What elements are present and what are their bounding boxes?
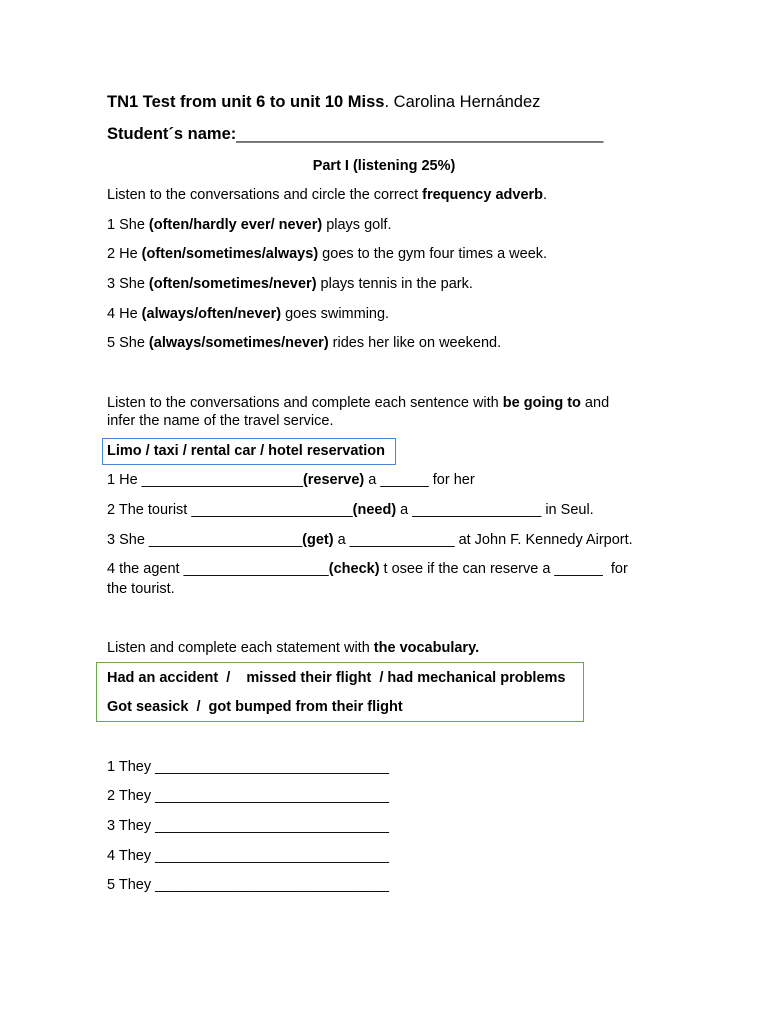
instruction-text: and [580, 395, 610, 411]
section-b-instruction [107, 395, 609, 411]
part-heading: Part I (listening 25%) [312, 158, 456, 174]
item-verb: (get) [302, 532, 334, 548]
item-options[interactable]: (often/sometimes/never) [148, 276, 317, 292]
going-to-item [107, 532, 633, 548]
item-text: goes to the gym four times a week. [318, 246, 548, 262]
statement-item[interactable]: 5 They _____________________________ [107, 877, 389, 893]
title-teacher: . Carolina Hernández [384, 93, 541, 111]
adverb-item [107, 306, 389, 322]
vocabulary-line: Had an accident / missed their flight / had mechanical problems [107, 670, 566, 686]
item-options[interactable]: (often/hardly ever/ never) [148, 217, 323, 233]
instruction-text: Listen to the conversations and complete each sentence with [107, 395, 503, 411]
item-options[interactable]: (always/often/never) [141, 306, 282, 322]
item-text: 1 She [107, 217, 149, 233]
instruction-text: Listen to the conversations and circle the correct [107, 187, 423, 203]
item-text[interactable]: a ________________ in Seul. [396, 502, 594, 518]
student-name-label: Student´s name: [107, 125, 237, 143]
going-to-item [107, 561, 628, 577]
item-text: plays tennis in the park. [316, 276, 473, 292]
vocabulary-line: Got seasick / got bumped from their flight [107, 699, 403, 715]
item-text[interactable]: t osee if the can reserve a ______ for [379, 561, 628, 577]
instruction-text: . [543, 187, 548, 203]
item-text[interactable]: a ______ for her [364, 472, 475, 488]
item-text: 5 She [107, 335, 149, 351]
section-c-instruction [107, 640, 479, 656]
going-to-item [107, 472, 475, 488]
item-text[interactable]: 4 the agent __________________ [107, 561, 329, 577]
item-text[interactable]: a _____________ at John F. Kennedy Airport. [333, 532, 633, 548]
adverb-item [107, 276, 473, 292]
item-options[interactable]: (always/sometimes/never) [148, 335, 329, 351]
instruction-bold: frequency adverb [422, 187, 544, 203]
item-text[interactable]: 2 The tourist ____________________ [107, 502, 353, 518]
item-text: plays golf. [322, 217, 392, 233]
section-a-instruction [107, 187, 547, 203]
item-text[interactable]: 1 He ____________________ [107, 472, 303, 488]
word-box-text: Limo / taxi / rental car / hotel reservation [107, 443, 386, 459]
instruction-bold: the vocabulary. [373, 640, 480, 656]
student-name-blank[interactable]: ________________________________________ [236, 125, 604, 143]
item-text: rides her like on weekend. [328, 335, 502, 351]
item-text: 3 She [107, 276, 149, 292]
instruction-text: Listen and complete each statement with [107, 640, 374, 656]
statement-item[interactable]: 4 They _____________________________ [107, 848, 389, 864]
statement-item[interactable]: 3 They _____________________________ [107, 818, 389, 834]
instruction-bold: be going to [502, 395, 581, 411]
student-name-line [107, 125, 603, 144]
item-text: 4 He [107, 306, 142, 322]
adverb-item [107, 246, 547, 262]
going-to-item-line2: the tourist. [107, 581, 175, 597]
going-to-item [107, 502, 594, 518]
item-verb: (reserve) [302, 472, 365, 488]
item-text[interactable]: 3 She ___________________ [107, 532, 303, 548]
item-verb: (check) [328, 561, 380, 577]
adverb-item [107, 217, 392, 233]
document-title [107, 93, 540, 112]
adverb-item [107, 335, 501, 351]
item-text: goes swimming. [281, 306, 390, 322]
item-options[interactable]: (often/sometimes/always) [141, 246, 319, 262]
item-text: 2 He [107, 246, 142, 262]
section-b-instruction-line2: infer the name of the travel service. [107, 413, 334, 429]
item-verb: (need) [352, 502, 397, 518]
statement-item[interactable]: 1 They _____________________________ [107, 759, 389, 775]
title-bold: TN1 Test from unit 6 to unit 10 Miss [107, 93, 385, 111]
statement-item[interactable]: 2 They _____________________________ [107, 788, 389, 804]
